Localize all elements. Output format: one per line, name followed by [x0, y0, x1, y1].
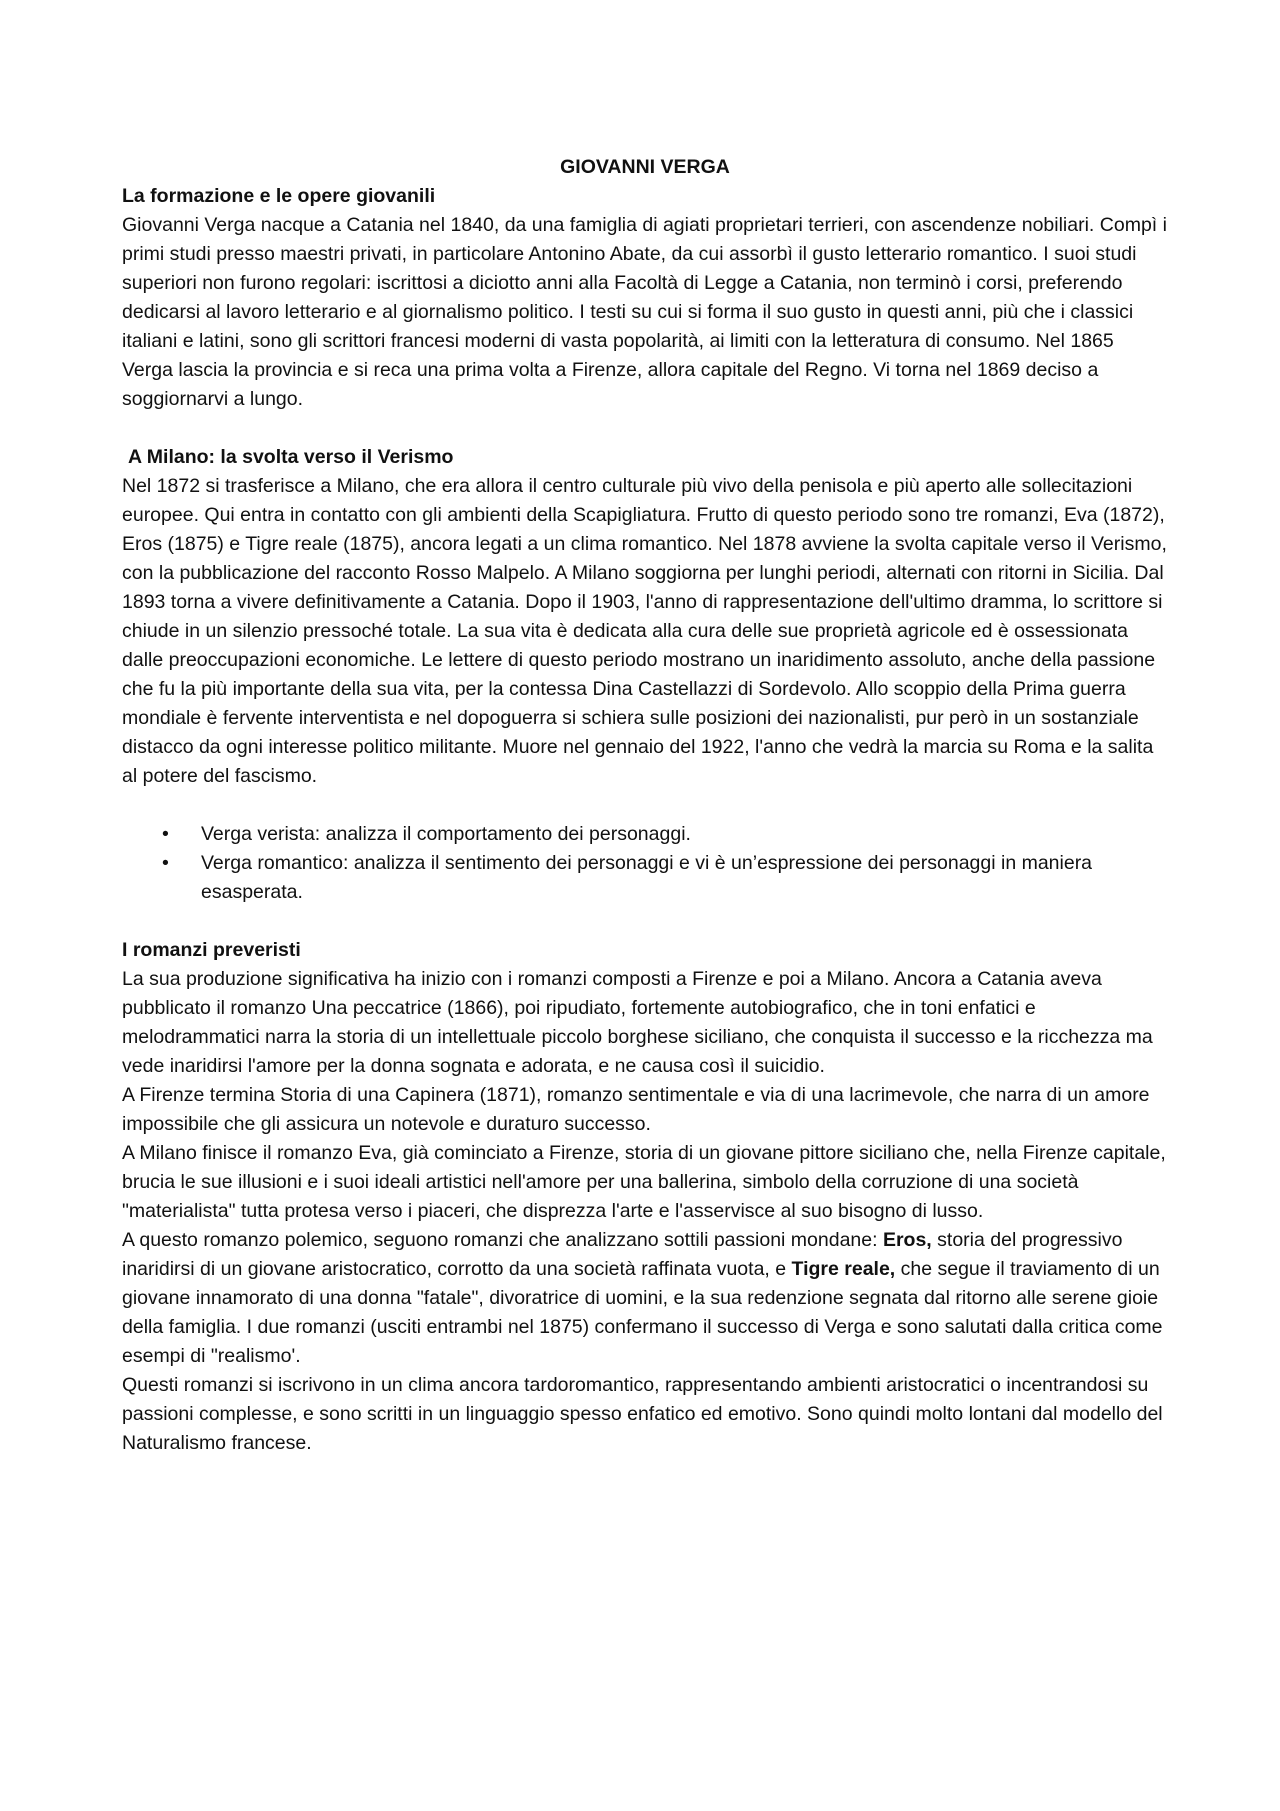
- section-heading-preveristi: I romanzi preveristi: [122, 939, 301, 961]
- section-heading-formazione: La formazione e le opere giovanili: [122, 185, 436, 207]
- bullet-icon: •: [162, 823, 169, 845]
- list-item-text: Verga romantico: analizza il sentimento dei personaggi e vi è un’espressione dei personaggi in maniera esasperata.: [201, 852, 1093, 903]
- paragraph-spacer: [122, 414, 1168, 443]
- paragraph-formazione: Giovanni Verga nacque a Catania nel 1840, da una famiglia di agiati proprietari terrieri, con ascendenze nobiliari. Compì i primi studi presso maestri privati, in particolare Antonino Abate, da cui assorbì il gusto letterario romantico. I suoi studi superiori non furono regolari: iscrittosi a diciotto anni alla Facoltà di Legge a Catania, non terminò i corsi, preferendo dedicarsi al lavoro letterario e al giornalismo politico. I testi su cui si forma il suo gusto in questi anni, più che i classici italiani e latini, sono gli scrittori francesi moderni di vasta popolarità, ai limiti con la letteratura di consumo. Nel 1865 Verga lascia la provincia e si reca una prima volta a Firenze, allora capitale del Regno. Vi torna nel 1869 deciso a soggiornarvi a lungo.: [122, 214, 1167, 410]
- paragraph-preveristi-4: [122, 1226, 1168, 1371]
- bold-title-eros: Eros,: [882, 1229, 932, 1251]
- list-item-text: Verga verista: analizza il comportamento dei personaggi.: [201, 823, 691, 845]
- bullet-list: [122, 820, 1168, 907]
- text-run: storia del progressivo inaridirsi di un giovane aristocratico, corrotto da una società raffinata vuota, e: [122, 1229, 1123, 1280]
- paragraph-milano: Nel 1872 si trasferisce a Milano, che era allora il centro culturale più vivo della penisola e più aperto alle sollecitazioni europee. Qui entra in contatto con gli ambienti della Scapigliatura. Frutto di questo periodo sono tre romanzi, Eva (1872), Eros (1875) e Tigre reale (1875), ancora legati a un clima romantico. Nel 1878 avviene la svolta capitale verso il Verismo, con la pubblicazione del racconto Rosso Malpelo. A Milano soggiorna per lunghi periodi, alternati con ritorni in Sicilia. Dal 1893 torna a vivere definitivamente a Catania. Dopo il 1903, l'anno di rappresentazione dell'ultimo dramma, lo scrittore si chiude in un silenzio pressoché totale. La sua vita è dedicata alla cura delle sue proprietà agricole ed è ossessionata dalle preoccupazioni economiche. Le lettere di questo periodo mostrano un inaridimento assoluto, anche della passione che fu la più importante della sua vita, per la contessa Dina Castellazzi di Sordevolo. Allo scoppio della Prima guerra mondiale è fervente interventista e nel dopoguerra si schiera sulle posizioni dei nazionalisti, pur però in un sostanziale distacco da ogni interesse politico militante. Muore nel gennaio del 1922, l'anno che vedrà la marcia su Roma e la salita al potere del fascismo.: [122, 475, 1167, 787]
- bold-title-tigre-reale: Tigre reale,: [791, 1258, 896, 1280]
- paragraph-spacer: [122, 791, 1168, 820]
- paragraph-spacer: [122, 907, 1168, 936]
- text-run: che segue il traviamento di un giovane innamorato di una donna "fatale", divoratrice di uomini, e la sua redenzione segnata dal ritorno alle serene gioie della famiglia. I due romanzi (usciti entrambi nel 1875) confermano il successo di Verga e sono salutati dalla critica come esempi di "realismo'.: [122, 1258, 1163, 1367]
- list-item: [122, 820, 1168, 849]
- document-body: [122, 153, 1168, 1458]
- paragraph-preveristi-1: La sua produzione significativa ha inizio con i romanzi composti a Firenze e poi a Milano. Ancora a Catania aveva pubblicato il romanzo Una peccatrice (1866), poi ripudiato, fortemente autobiografico, che in toni enfatici e melodrammatici narra la storia di un intellettuale piccolo borghese siciliano, che conquista il successo e la ricchezza ma vede inaridirsi l'amore per la donna sognata e adorata, e ne causa così il suicidio.: [122, 968, 1153, 1077]
- text-run: A questo romanzo polemico, seguono romanzi che analizzano sottili passioni mondane:: [122, 1229, 883, 1251]
- paragraph-preveristi-3: A Milano finisce il romanzo Eva, già cominciato a Firenze, storia di un giovane pittore siciliano che, nella Firenze capitale, brucia le sue illusioni e i suoi ideali artistici nell'amore per una ballerina, simbolo della corruzione di una società "materialista" tutta protesa verso i piaceri, che disprezza l'arte e l'asservisce al suo bisogno di lusso.: [122, 1142, 1166, 1222]
- list-item: [122, 849, 1168, 907]
- document-title: GIOVANNI VERGA: [560, 156, 730, 178]
- paragraph-preveristi-2: A Firenze termina Storia di una Capinera (1871), romanzo sentimentale e via di una lacrimevole, che narra di un amore impossibile che gli assicura un notevole e duraturo successo.: [122, 1084, 1150, 1135]
- bullet-icon: •: [162, 852, 169, 874]
- paragraph-preveristi-5: Questi romanzi si iscrivono in un clima ancora tardoromantico, rappresentando ambienti aristocratici o incentrandosi su passioni complesse, e sono scritti in un linguaggio spesso enfatico ed emotivo. Sono quindi molto lontani dal modello del Naturalismo francese.: [122, 1374, 1163, 1454]
- section-heading-milano: A Milano: la svolta verso il Verismo: [128, 446, 454, 468]
